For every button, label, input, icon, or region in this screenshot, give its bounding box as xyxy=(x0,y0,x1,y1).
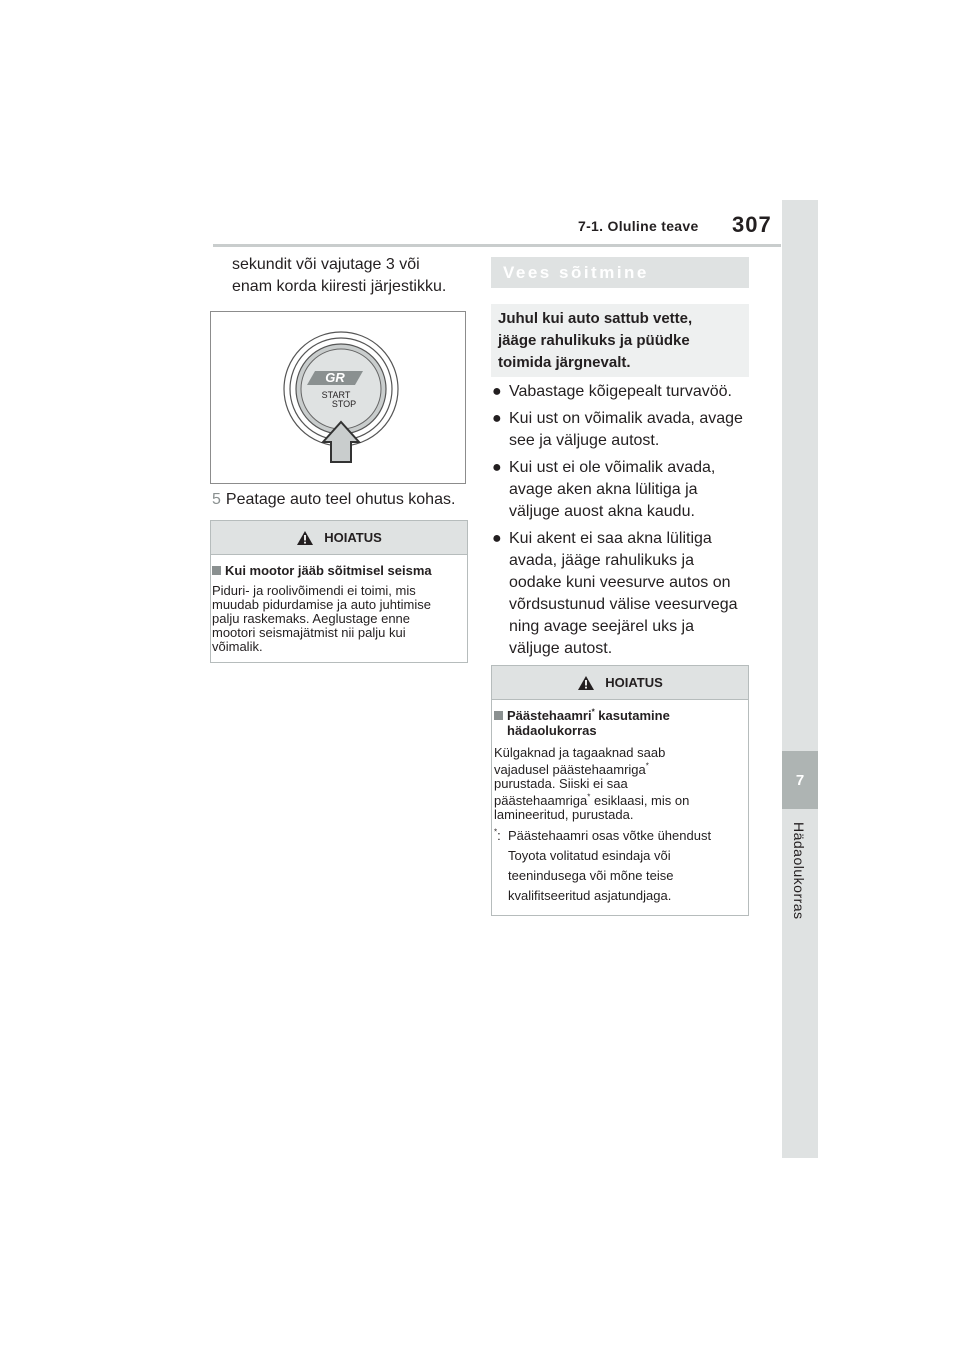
footnote-marker: * xyxy=(587,792,591,802)
warning-subtitle-line: hädaolukorras xyxy=(507,723,597,738)
warning-line xyxy=(494,794,748,808)
footnote-line: kvalifitseeritud asjatundjaga. xyxy=(508,888,672,903)
footnote-marker: * xyxy=(494,827,498,837)
warning-box xyxy=(491,665,749,916)
warning-body xyxy=(494,746,748,906)
list-item-line: see ja väljuge autost. xyxy=(509,432,660,449)
warning-title: HOIATUS xyxy=(605,675,663,690)
step-5 xyxy=(212,489,455,511)
warning-triangle-icon xyxy=(296,530,314,546)
footnote-line: Toyota volitatud esindaja või xyxy=(508,848,671,863)
bullet-dot-icon: ● xyxy=(492,459,502,476)
footnote-line: teenindusega või mõne teise xyxy=(508,868,674,883)
callout-line: toimida järgnevalt. xyxy=(498,354,631,371)
callout-line: jääge rahulikuks ja püüdke xyxy=(498,332,690,349)
start-stop-illustration xyxy=(211,312,465,483)
warning-line: lamineeritud, purustada. xyxy=(494,807,634,822)
list-item-line: avage aken akna lülitiga ja xyxy=(509,481,698,498)
warning-line: mootori seismajätmist nii palju kui xyxy=(212,625,406,640)
warning-line: palju raskemaks. Aeglustage enne xyxy=(212,611,411,626)
footnote xyxy=(494,826,748,906)
intro-text xyxy=(232,254,446,298)
warning-header xyxy=(492,666,748,700)
footnote-marker: * xyxy=(645,761,649,771)
list-item-line: Kui ust on võimalik avada, avage xyxy=(509,410,743,427)
warning-line: purustada. Siiski ei saa xyxy=(494,776,628,791)
warning-line: võimalik. xyxy=(212,639,263,654)
warning-box xyxy=(210,520,468,663)
intro-line: sekundit või vajutage 3 või xyxy=(232,256,420,273)
list-item-line: Vabastage kõigepealt turvavöö. xyxy=(509,383,732,400)
warning-body xyxy=(212,584,467,654)
start-stop-button-figure xyxy=(210,311,466,484)
warning-subtitle-text: kasutamine xyxy=(594,708,670,723)
bullet-dot-icon: ● xyxy=(492,530,502,547)
warning-subtitle-text: Päästehaamri xyxy=(507,708,592,723)
bullet-list xyxy=(492,381,754,665)
step-number: 5 xyxy=(212,491,221,508)
page-number: 307 xyxy=(732,212,772,237)
warning-line-text: päästehaamriga xyxy=(494,793,588,808)
warning-subtitle xyxy=(494,708,748,738)
list-item-line: ning avage seejärel uks ja xyxy=(509,618,695,635)
list-item-line: Kui ust ei ole võimalik avada, xyxy=(509,459,716,476)
footnote-marker: * xyxy=(591,707,595,717)
start-label: START xyxy=(321,390,351,400)
warning-line xyxy=(494,763,748,777)
list-item-line: Kui akent ei saa akna lülitiga xyxy=(509,530,712,547)
warning-header xyxy=(211,521,467,555)
square-bullet-icon xyxy=(212,566,221,575)
square-bullet-icon xyxy=(494,711,503,720)
header-divider xyxy=(213,244,781,247)
chapter-label: Hädaolukorras xyxy=(791,822,807,920)
warning-line: muudab pidurdamise ja auto juhtimise xyxy=(212,597,431,612)
warning-subtitle-text: Kui mootor jääb sõitmisel seisma xyxy=(225,563,432,578)
gr-logo: GR xyxy=(325,370,345,385)
list-item xyxy=(492,457,754,523)
callout-box xyxy=(491,304,749,377)
warning-line: Külgaknad ja tagaaknad saab xyxy=(494,745,666,760)
warning-line-text: esiklaasi, mis on xyxy=(590,793,690,808)
warning-line: Piduri- ja roolivõimendi ei toimi, mis xyxy=(212,583,416,598)
warning-subtitle xyxy=(212,563,467,578)
list-item-line: väljuge auost akna kaudu. xyxy=(509,503,695,520)
warning-title: HOIATUS xyxy=(324,530,382,545)
footnote-line: Päästehaamri osas võtke ühendust xyxy=(508,828,712,843)
list-item xyxy=(492,408,754,452)
list-item-line: väljuge autost. xyxy=(509,640,613,657)
chapter-tab xyxy=(782,200,818,1158)
warning-triangle-icon xyxy=(577,675,595,691)
intro-line: enam korda kiiresti järjestikku. xyxy=(232,278,447,295)
list-item xyxy=(492,381,754,403)
list-item-line: võrdsustunud välise veesurvega xyxy=(509,596,738,613)
footnote-colon: : xyxy=(497,828,501,843)
warning-line-text: vajadusel päästehaamriga xyxy=(494,762,646,777)
stop-label: STOP xyxy=(331,399,357,409)
list-item-line: avada, jääge rahulikuks ja xyxy=(509,552,695,569)
callout-line: Juhul kui auto sattub vette, xyxy=(498,310,693,327)
bullet-dot-icon: ● xyxy=(492,410,502,427)
list-item xyxy=(492,528,754,660)
bullet-dot-icon: ● xyxy=(492,383,502,400)
step-text: Peatage auto teel ohutus kohas. xyxy=(225,491,456,508)
list-item-line: oodake kuni veesurve autos on xyxy=(509,574,731,591)
chapter-number: 7 xyxy=(782,751,818,809)
section-heading: Vees sõitmine xyxy=(491,257,749,288)
section-title: 7-1. Oluline teave xyxy=(578,218,699,234)
